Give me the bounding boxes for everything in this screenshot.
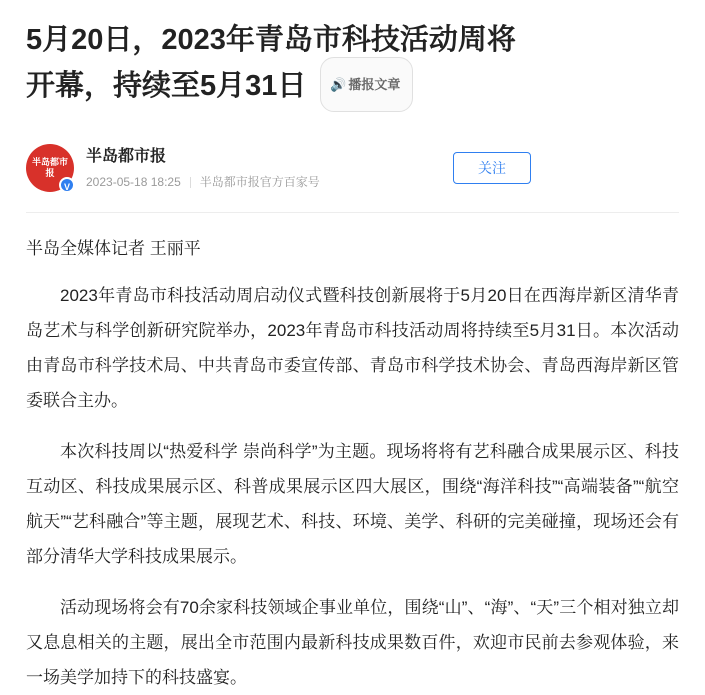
title-block: [26, 0, 679, 118]
author-name[interactable]: 半岛都市报: [86, 148, 167, 165]
meta-divider: [190, 177, 191, 188]
account-description: 半岛都市报官方百家号: [199, 175, 320, 189]
paragraph: 本次科技周以“热爱科学 崇尚科学”为主题。现场将将有艺科融合成果展示区、科技互动区、科技成果展示区、科普成果展示区四大展区，围绕“海洋科技”“高端装备”“航空航天”“艺科融合”等主题，展现艺术、科技、环境、美学、科研的完美碰撞，现场还会有部分清华大学科技成果展示。: [26, 442, 679, 566]
follow-button[interactable]: 关注: [453, 152, 531, 184]
avatar[interactable]: [26, 144, 74, 192]
avatar-image: 半岛都市报: [26, 144, 74, 192]
page-title-line-2-row: [26, 63, 679, 118]
page-title: [26, 18, 679, 118]
byline-text: [86, 146, 437, 190]
paragraph: 活动现场将会有70余家科技领域企事业单位，围绕“山”、“海”、“天”三个相对独立却又息息相关的主题，展出全市范围内最新科技成果数百件，欢迎市民前去参观体验，来一场美学加持下的科技盛宴。: [26, 598, 679, 687]
reporter-line: 半岛全媒体记者 王丽平: [26, 239, 201, 258]
byline-meta: [86, 174, 437, 190]
publish-time: 2023-05-18 18:25: [86, 175, 181, 189]
page-title-line-2: 开幕，持续至5月31日: [26, 69, 307, 102]
paragraph: 2023年青岛市科技活动周启动仪式暨科技创新展将于5月20日在西海岸新区清华青岛艺术与科学创新研究院举办，2023年青岛市科技活动周将持续至5月31日。本次活动由青岛市科学技术局、中共青岛市委宣传部、青岛市科学技术协会、青岛西海岸新区管委联合主办。: [26, 286, 679, 410]
verified-badge-icon: V: [59, 177, 75, 193]
page-title-line-1: 5月20日，2023年青岛市科技活动周将: [26, 24, 516, 56]
byline: [26, 140, 679, 213]
article-body: [26, 213, 679, 695]
play-audio-label: 播报文章: [348, 77, 401, 92]
speaker-icon: 🔊: [330, 76, 347, 92]
play-audio-button[interactable]: [320, 57, 413, 112]
